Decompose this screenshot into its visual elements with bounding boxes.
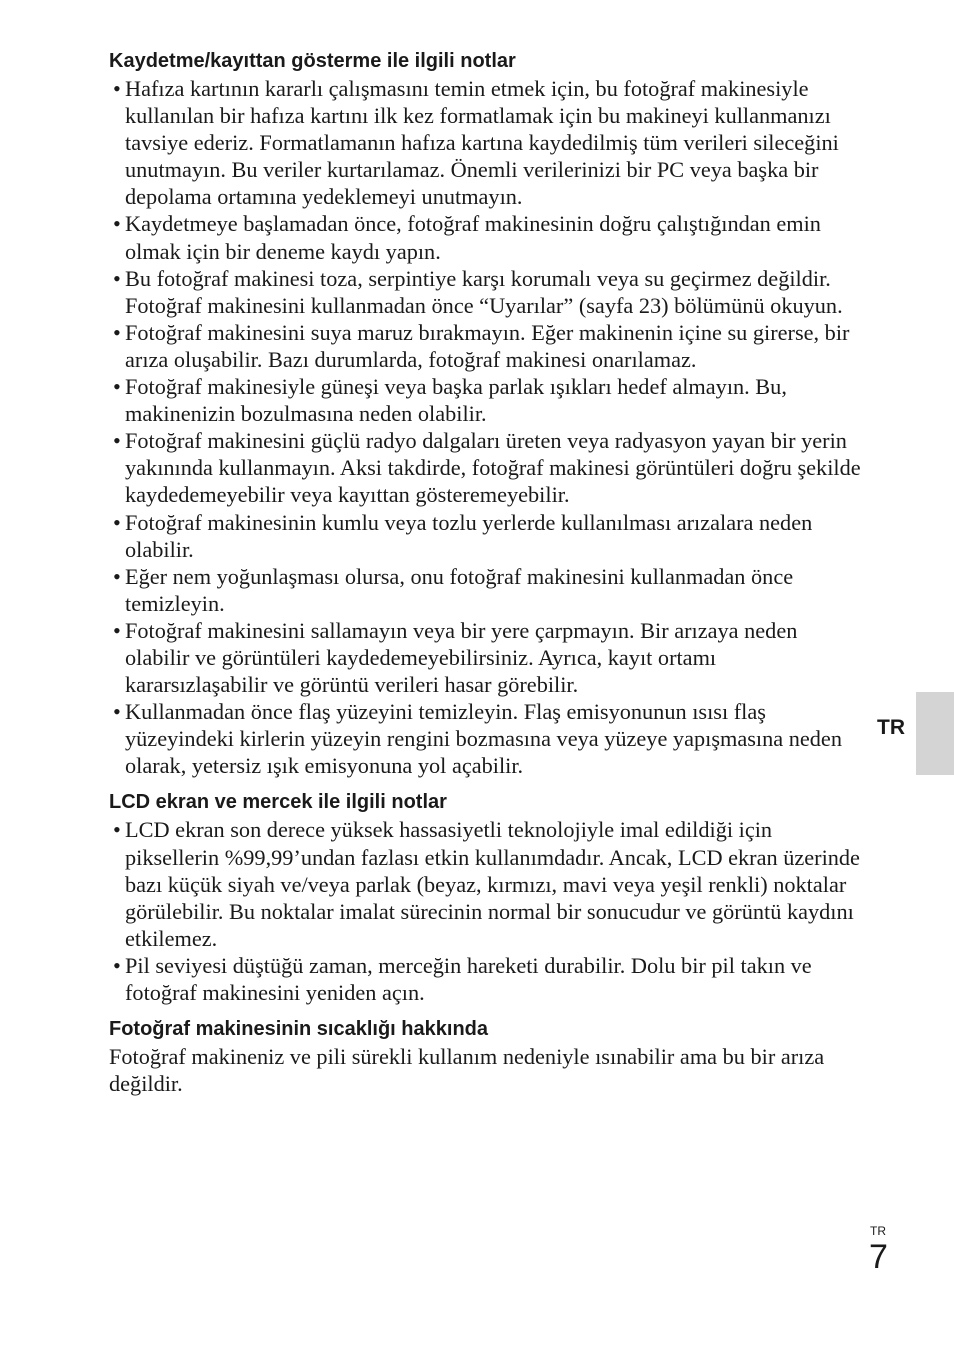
page-number: 7 <box>869 1238 888 1276</box>
list-item <box>109 373 861 427</box>
bullet-icon: • <box>113 319 121 345</box>
list-item <box>109 319 861 373</box>
section-heading-temperature: Fotoğraf makinesinin sıcaklığı hakkında <box>109 1018 488 1041</box>
list-item <box>109 617 861 698</box>
list-item-text: Fotoğraf makinesini güçlü radyo dalgaları üreten veya radyasyon yayan bir yerin yakınında kullanmayın. Aksi takdirde, fotoğraf makinesi görüntüleri doğru şekilde kaydedemeyebilir veya kayıttan gösteremeyebilir. <box>125 428 861 508</box>
list-item <box>109 75 861 210</box>
recording-notes-list <box>109 75 861 779</box>
language-tab-label: TR <box>877 716 905 739</box>
list-item <box>109 210 861 264</box>
list-item-text: Fotoğraf makinesiyle güneşi veya başka parlak ışıkları hedef almayın. Bu, makinenizin bozulmasına neden olabilir. <box>125 374 787 427</box>
list-item-text: Eğer nem yoğunlaşması olursa, onu fotoğraf makinesini kullanmadan önce temizleyin. <box>125 563 794 616</box>
list-item <box>109 952 861 1006</box>
language-side-tab <box>916 692 954 775</box>
bullet-icon: • <box>113 428 121 454</box>
list-item <box>109 265 861 319</box>
list-item <box>109 698 861 779</box>
lcd-notes-list <box>109 816 861 1006</box>
temperature-paragraph: Fotoğraf makineniz ve pili sürekli kullanım nedeniyle ısınabilir ama bu bir arıza değildir. <box>109 1044 825 1097</box>
list-item <box>109 509 861 563</box>
bullet-icon: • <box>113 563 121 589</box>
bullet-icon: • <box>113 952 121 978</box>
list-item-text: Fotoğraf makinesini suya maruz bırakmayın. Eğer makinenin içine su girerse, bir arıza oluşabilir. Bazı durumlarda, fotoğraf makinesi onarılamaz. <box>125 319 850 372</box>
bullet-icon: • <box>113 817 121 843</box>
section-heading-lcd-notes: LCD ekran ve mercek ile ilgili notlar <box>109 791 447 814</box>
list-item <box>109 427 861 508</box>
footer-language-code: TR <box>870 1224 886 1238</box>
list-item-text: Kullanmadan önce flaş yüzeyini temizleyin. Flaş emisyonunun ısısı flaş yüzeyindeki kirlerin yüzeyin rengini bozmasına veya yüzeye yapışmasına neden olarak, yetersiz ışık emisyonuna yol açabilir. <box>125 699 842 779</box>
list-item-text: Fotoğraf makinesinin kumlu veya tozlu yerlerde kullanılması arızalara neden olabilir. <box>125 509 813 562</box>
bullet-icon: • <box>113 699 121 725</box>
bullet-icon: • <box>113 509 121 535</box>
list-item-text: Kaydetmeye başlamadan önce, fotoğraf makinesinin doğru çalıştığından emin olmak için bir deneme kaydı yapın. <box>125 211 821 264</box>
bullet-icon: • <box>113 265 121 291</box>
list-item-text: LCD ekran son derece yüksek hassasiyetli teknolojiyle imal edildiği için piksellerin %99,99’undan fazlası etkin kullanımdadır. Ancak, LCD ekran üzerinde bazı küçük siyah ve/veya parlak (beyaz, kırmızı, mavi veya yeşil renkli) noktalar görülebilir. Bu noktalar imalat sürecinin normal bir sonucudur ve görüntü kaydını etkilemez. <box>125 817 860 951</box>
bullet-icon: • <box>113 211 121 237</box>
bullet-icon: • <box>113 374 121 400</box>
list-item-text: Pil seviyesi düştüğü zaman, merceğin hareketi durabilir. Dolu bir pil takın ve fotoğraf makinesini yeniden açın. <box>125 952 812 1005</box>
list-item-text: Bu fotoğraf makinesi toza, serpintiye karşı korumalı veya su geçirmez değildir. Fotoğraf makinesini kullanmadan önce “Uyarılar” (sayfa 23) bölümünü okuyun. <box>125 265 843 318</box>
list-item-text: Hafıza kartının kararlı çalışmasını temin etmek için, bu fotoğraf makinesiyle kullanılan bir hafıza kartını ilk kez formatlamak için bu makineyi kullanmanızı tavsiye ederiz. Formatlamanın hafıza kartına kaydedilmiş tüm verileri sileceğini unutmayın. Bu veriler kurtarılamaz. Önemli verilerinizi bir PC veya başka bir depolama ortamına yedeklemeyi unutmayın. <box>125 76 839 210</box>
page-content <box>109 48 861 1097</box>
list-item <box>109 563 861 617</box>
list-item-text: Fotoğraf makinesini sallamayın veya bir yere çarpmayın. Bir arızaya neden olabilir ve görüntüleri kaydedemeyebilirsiniz. Ayrıca, kayıt ortamı kararsızlaşabilir ve görüntü verileri hasar görebilir. <box>125 617 798 698</box>
section-heading-recording-notes: Kaydetme/kayıttan gösterme ile ilgili notlar <box>109 50 516 72</box>
bullet-icon: • <box>113 617 121 643</box>
bullet-icon: • <box>113 76 121 101</box>
list-item <box>109 816 861 951</box>
